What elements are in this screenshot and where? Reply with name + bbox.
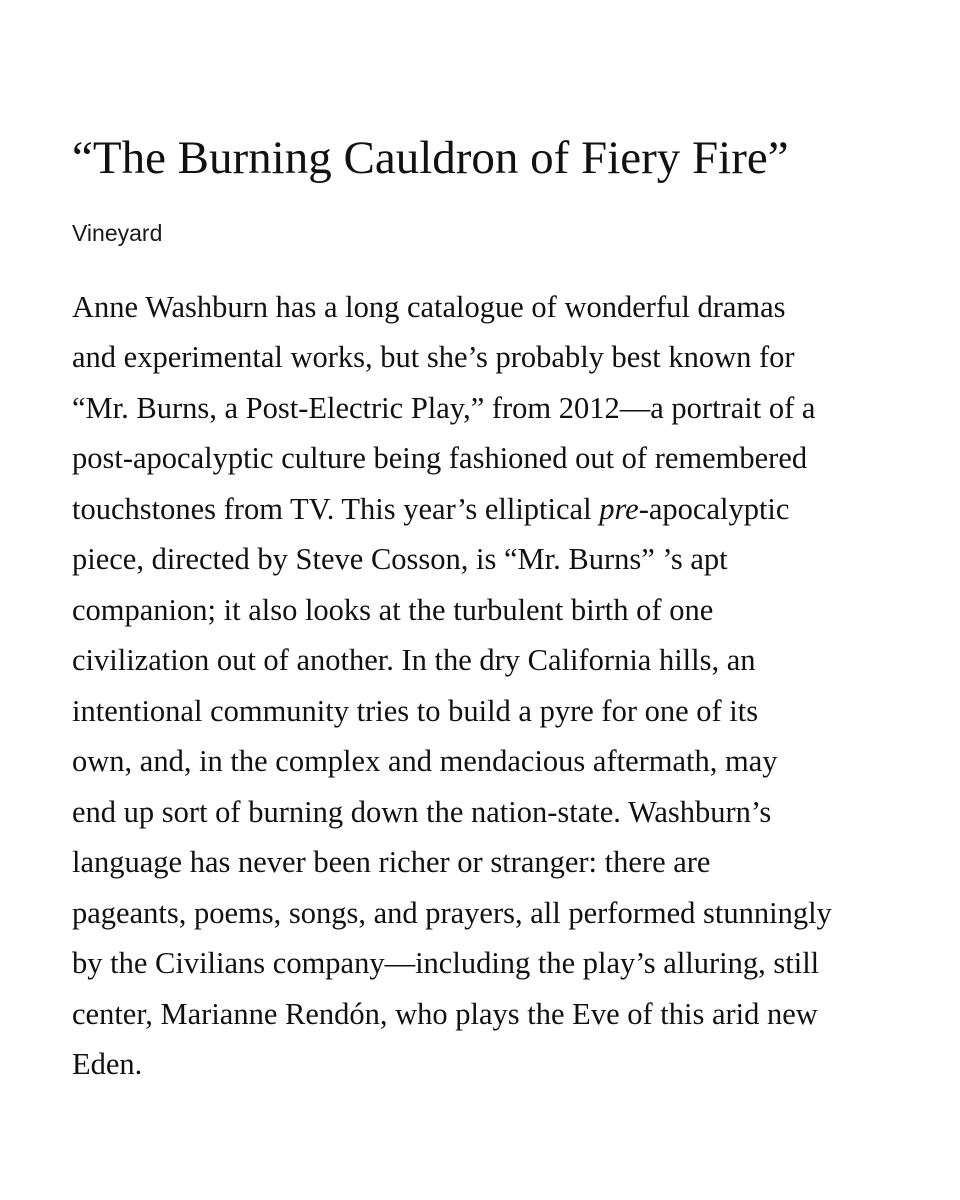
- body-line: companion; it also looks at the turbulent birth of one: [72, 592, 714, 627]
- body-line: Anne Washburn has a long catalogue of wonderful dramas: [72, 289, 786, 324]
- italic-emphasis: pre: [599, 491, 639, 526]
- body-line: post-apocalyptic culture being fashioned out of remembered: [72, 441, 808, 476]
- body-line: civilization out of another. In the dry California hills, an: [72, 643, 756, 678]
- body-line: Eden.: [72, 1047, 143, 1082]
- body-line: “Mr. Burns, a Post-Electric Play,” from 2012—a portrait of a: [72, 390, 816, 425]
- body-line: language has never been richer or stranger: there are: [72, 845, 711, 880]
- body-line-text: touchstones from TV. This year’s elliptical: [72, 491, 600, 526]
- article-body: [72, 282, 902, 1090]
- article: [72, 130, 902, 1090]
- body-line: end up sort of burning down the nation-state. Washburn’s: [72, 794, 772, 829]
- body-line: center, Marianne Rendón, who plays the Eve of this arid new: [72, 996, 818, 1031]
- body-line: [72, 484, 902, 535]
- body-line: and experimental works, but she’s probably best known for: [72, 340, 795, 375]
- venue-label: Vineyard: [72, 220, 163, 247]
- body-line: own, and, in the complex and mendacious aftermath, may: [72, 744, 778, 779]
- article-title: “The Burning Cauldron of Fiery Fire”: [72, 132, 789, 184]
- body-line: piece, directed by Steve Cosson, is “Mr. Burns” ’s apt: [72, 542, 728, 577]
- body-line: intentional community tries to build a pyre for one of its: [72, 693, 759, 728]
- body-line: pageants, poems, songs, and prayers, all performed stunningly: [72, 895, 832, 930]
- body-line: by the Civilians company—including the play’s alluring, still: [72, 946, 820, 981]
- body-line-text: -apocalyptic: [638, 491, 790, 526]
